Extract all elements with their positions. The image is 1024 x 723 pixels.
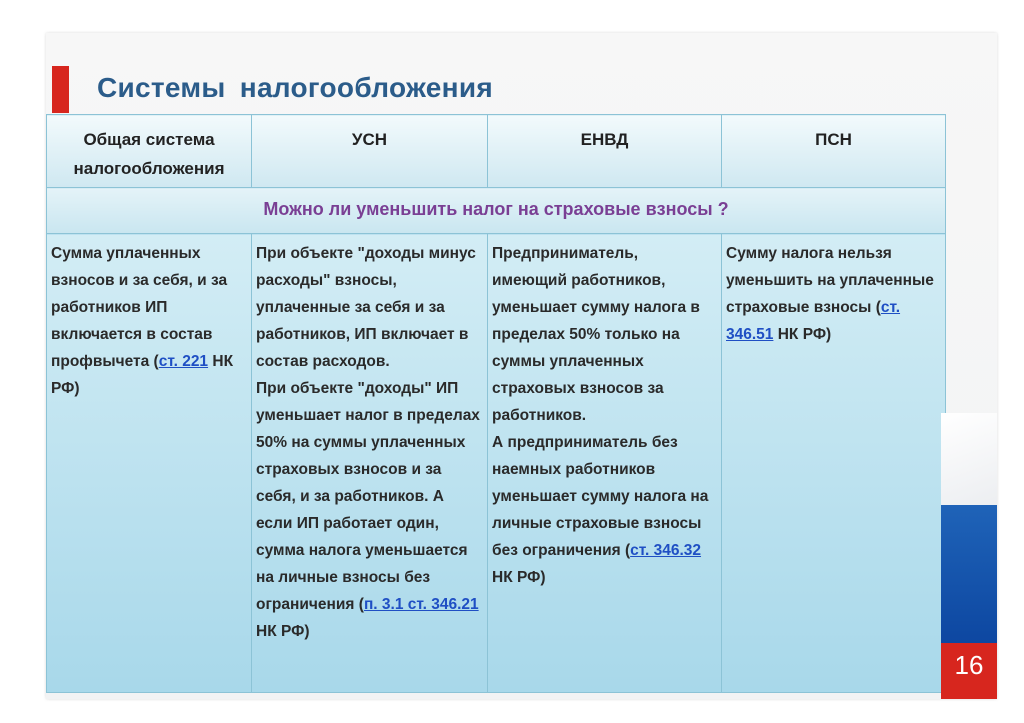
column-header-osn (47, 115, 252, 188)
column-header-envd (488, 115, 722, 188)
question-row (47, 188, 946, 234)
law-link-st-346-51[interactable]: ст. 346.51 (726, 299, 901, 343)
cell-osn (47, 234, 252, 693)
question-text: Можно ли уменьшить налог на страховые взносы ? (263, 199, 729, 219)
law-link-st-346-32[interactable]: ст. 346.32 (630, 542, 702, 559)
cell-text: Сумму налога нельзя уменьшить на уплаченные страховые взносы ( (726, 245, 934, 316)
cell-text-tail: НК РФ) (773, 326, 832, 343)
law-link-p-3-1-st-346-21[interactable]: п. 3.1 ст. 346.21 (363, 596, 479, 613)
column-header-label: УСН (351, 130, 388, 149)
cell-envd (488, 234, 722, 693)
column-header-label: Общая система налогообложения (73, 130, 225, 178)
column-header-psn (722, 115, 946, 188)
cell-paragraph: При объекте "доходы" ИП уменьшает налог в пределах 50% на суммы уплаченных страховых взносов и за себя, и за работников. А если ИП работает один, сумма налога уменьшается на личные взносы без ограничения ( (256, 380, 480, 613)
cell-paragraph: Предприниматель, имеющий работников, уменьшает сумму налога в пределах 50% только на суммы уплаченных страховых взносов за работников. (492, 245, 700, 424)
table-row (47, 234, 946, 693)
cell-text-tail: НК РФ) (256, 623, 310, 640)
page-title: Системы налогообложения (97, 72, 493, 103)
question-cell (47, 188, 946, 234)
cell-usn (252, 234, 488, 693)
cell-text: Сумма уплаченных взносов и за себя, и за работников ИП включается в состав профвычета ( (51, 245, 228, 370)
column-header-label: ЕНВД (580, 130, 629, 149)
cell-text-tail: НК РФ) (51, 353, 234, 397)
column-header-label: ПСН (815, 130, 852, 149)
title-accent-bar (52, 66, 69, 113)
cell-text-tail: НК РФ) (492, 569, 546, 586)
tax-systems-table (46, 114, 946, 693)
law-link-st-221[interactable]: ст. 221 (158, 353, 209, 370)
page-number: 16 (954, 650, 984, 680)
cell-paragraph: А предприниматель без наемных работников уменьшает сумму налога на личные страховые взносы без ограничения ( (492, 434, 709, 559)
decor-white-block (941, 413, 997, 505)
cell-psn (722, 234, 946, 693)
table-header-row (47, 115, 946, 188)
decor-blue-block (941, 505, 997, 643)
column-header-usn (252, 115, 488, 188)
cell-paragraph: При объекте "доходы минус расходы" взносы, уплаченные за себя и за работников, ИП включает в состав расходов. (256, 245, 476, 370)
